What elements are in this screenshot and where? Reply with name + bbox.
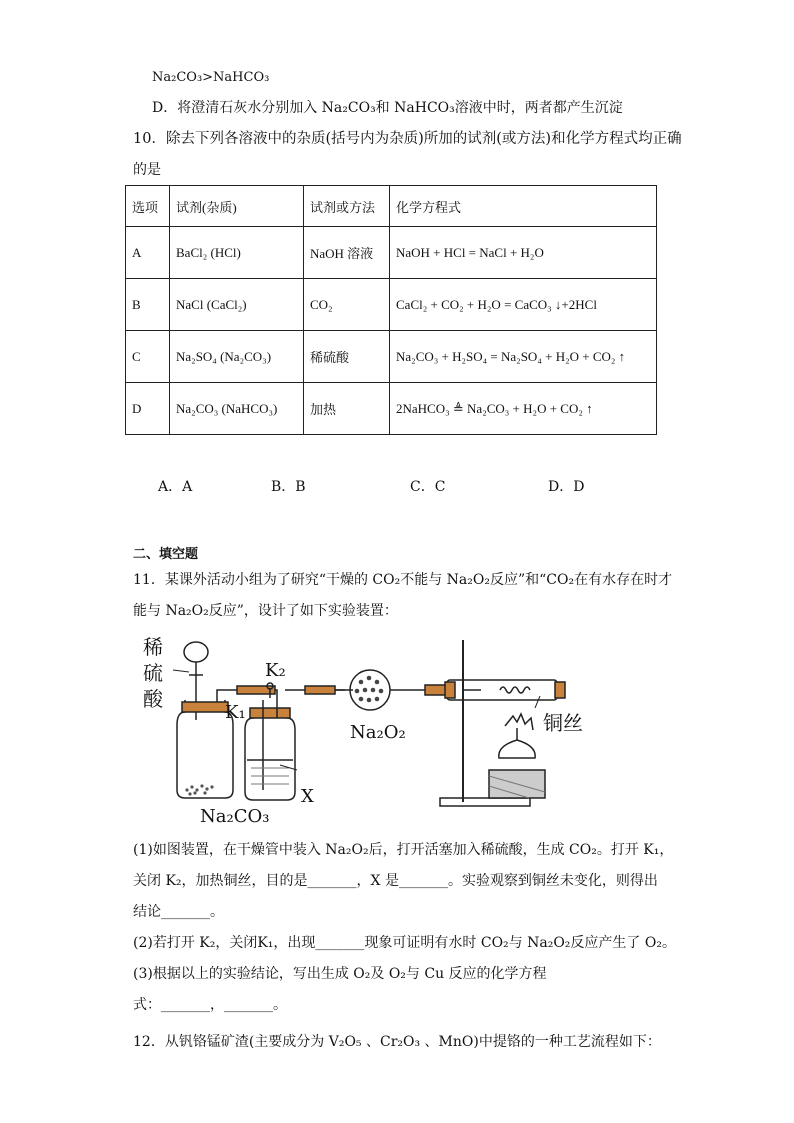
alcohol-lamp bbox=[499, 740, 535, 758]
q11-part2: (2)若打开 K₂，关闭K₁，出现_______现象可证明有水时 CO₂与 Na₂O₂反应产生了 O₂。 bbox=[133, 935, 676, 951]
method-cell: CO₂ bbox=[304, 279, 390, 331]
choice-b: B．B bbox=[271, 479, 306, 495]
label-na2o2: Na₂O₂ bbox=[350, 722, 406, 743]
flame bbox=[505, 714, 533, 730]
table-row bbox=[126, 331, 657, 383]
q11-part1-line1: (1)如图装置，在干燥管中装入 Na₂O₂后，打开活塞加入稀硫酸，生成 CO₂。打开 K₁， bbox=[133, 842, 674, 858]
choice-d: D．D bbox=[548, 479, 585, 495]
q11-part1-line3: 结论_______。 bbox=[133, 904, 224, 920]
header-cell: 试剂或方法 bbox=[304, 186, 390, 227]
table-row bbox=[126, 279, 657, 331]
q11-part3-line2: 式：_______，_______。 bbox=[133, 997, 287, 1013]
header-cell: 选项 bbox=[126, 186, 170, 227]
experiment-apparatus-figure bbox=[125, 630, 595, 830]
equation-cell: NaOH + HCl = NaCl + H₂O bbox=[390, 227, 657, 279]
copper-wire-coil bbox=[500, 687, 530, 693]
option-cell: D bbox=[126, 383, 170, 435]
table-row bbox=[126, 227, 657, 279]
stopper bbox=[182, 702, 228, 712]
q11-stem-line2: 能与 Na₂O₂反应”，设计了如下实验装置： bbox=[133, 603, 398, 619]
option-cell: A bbox=[126, 227, 170, 279]
separatory-funnel bbox=[184, 642, 208, 662]
label-k2: K₂ bbox=[265, 660, 286, 681]
equation-cell: CaCl₂ + CO₂ + H₂O = CaCO₃ ↓+2HCl bbox=[390, 279, 657, 331]
q12-stem: 12．从钒铬锰矿渣(主要成分为 V₂O₅ 、Cr₂O₃ 、MnO)中提铬的一种工艺流程如下： bbox=[133, 1034, 661, 1050]
option-cell: B bbox=[126, 279, 170, 331]
reagent-cell: BaCl₂ (HCl) bbox=[170, 227, 304, 279]
table-row bbox=[126, 383, 657, 435]
label-acid-1: 稀 bbox=[143, 635, 163, 659]
iron-stand-base bbox=[440, 798, 530, 806]
q11-stem-line1: 11．某课外活动小组为了研究“干燥的 CO₂不能与 Na₂O₂反应”和“CO₂在有水存在时才 bbox=[133, 572, 673, 588]
label-k1: K₁ bbox=[225, 702, 246, 723]
q9-formula-line: Na₂CO₃>NaHCO₃ bbox=[152, 70, 270, 85]
label-x: X bbox=[301, 786, 314, 807]
q10-stem-line2: 的是 bbox=[133, 162, 161, 178]
choice-a: A．A bbox=[158, 479, 193, 495]
method-cell: NaOH 溶液 bbox=[304, 227, 390, 279]
header-cell: 试剂(杂质) bbox=[170, 186, 304, 227]
q10-table bbox=[125, 185, 657, 435]
choice-c: C．C bbox=[410, 479, 446, 495]
reagent-cell: Na₂SO₄ (Na₂CO₃) bbox=[170, 331, 304, 383]
header-cell: 化学方程式 bbox=[390, 186, 657, 227]
equation-cell: 2NaHCO₃ ≜ Na₂CO₃ + H₂O + CO₂ ↑ bbox=[390, 383, 657, 435]
equation-cell: Na₂CO₃ + H₂SO₄ = Na₂SO₄ + H₂O + CO₂ ↑ bbox=[390, 331, 657, 383]
label-acid-3: 酸 bbox=[143, 687, 163, 711]
option-cell: C bbox=[126, 331, 170, 383]
q10-stem-line1: 10．除去下列各溶液中的杂质(括号内为杂质)所加的试剂(或方法)和化学方程式均正确 bbox=[133, 131, 682, 147]
table-header-row bbox=[126, 186, 657, 227]
method-cell: 加热 bbox=[304, 383, 390, 435]
wash-bottle bbox=[245, 710, 295, 800]
reagent-cell: NaCl (CaCl₂) bbox=[170, 279, 304, 331]
q11-part3-line1: (3)根据以上的实验结论，写出生成 O₂及 O₂与 Cu 反应的化学方程 bbox=[133, 966, 547, 982]
q9-option-d: D．将澄清石灰水分别加入 Na₂CO₃和 NaHCO₃溶液中时，两者都产生沉淀 bbox=[152, 100, 623, 116]
label-acid-2: 硫 bbox=[143, 661, 163, 685]
section-title: 二、填空题 bbox=[133, 547, 199, 562]
label-na2co3: Na₂CO₃ bbox=[200, 806, 270, 827]
reagent-cell: Na₂CO₃ (NaHCO₃) bbox=[170, 383, 304, 435]
label-copper-wire: 铜丝 bbox=[543, 711, 583, 735]
method-cell: 稀硫酸 bbox=[304, 331, 390, 383]
q11-part1-line2: 关闭 K₂，加热铜丝，目的是_______，X 是_______。实验观察到铜丝未变化，则得出 bbox=[133, 873, 658, 889]
solid-reagent-pile bbox=[185, 784, 213, 795]
